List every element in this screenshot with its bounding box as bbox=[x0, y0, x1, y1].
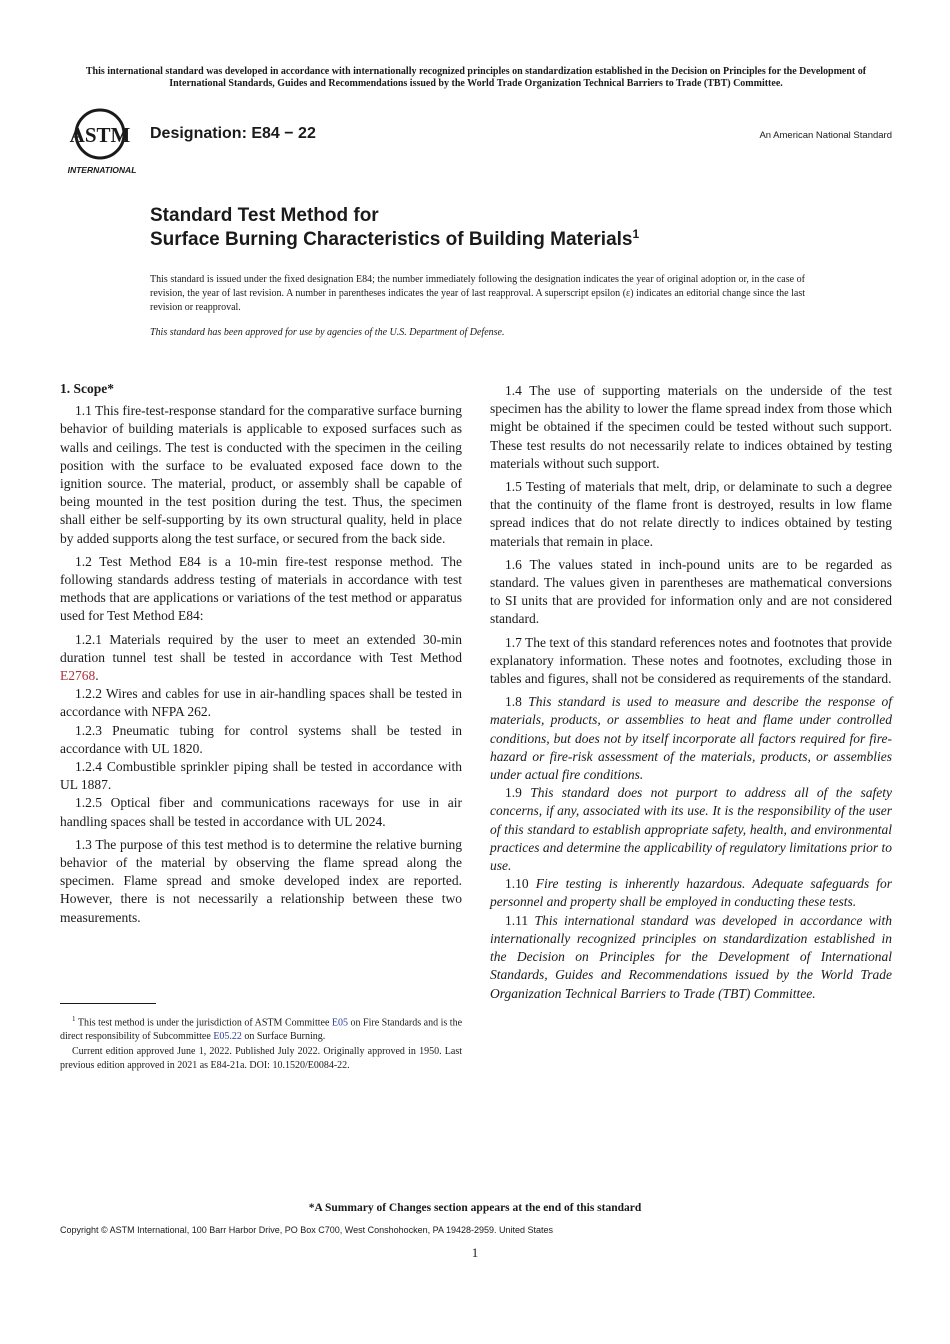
paragraph-1-2-2: 1.2.2 Wires and cables for use in air-handling spaces shall be tested in accordance with NFPA 262. bbox=[60, 686, 462, 720]
title-line-2: Surface Burning Characteristics of Building Materials$^1$ bbox=[150, 227, 640, 250]
paragraph-1-11: 1.11 This international standard was developed in accordance with internationally recognized principles on standardization established in the Decision on Principles for the Development of International Standards, Guides and Recommendations issued by the World Trade Organization Technical Barriers to Trade (TBT) Committee. bbox=[490, 912, 893, 1001]
logo-text: ASTM bbox=[69, 123, 131, 147]
page-number: 1 bbox=[471, 1245, 479, 1260]
paragraph-1-3: 1.3 The purpose of this test method is to determine the relative burning behavior of the material by observing the flame spread along the specimen. Flame spread and smoke developed index are reported. However, there is not necessarily a relationship between these two measurements. bbox=[60, 836, 462, 925]
paragraph-1-2-4: 1.2.4 Combustible sprinkler piping shall be tested in accordance with UL 1887. bbox=[60, 759, 462, 793]
footnote-jurisdiction: $^1$ This test method is under the jurisdiction of ASTM Committee E05 on Fire Standards and is the direct responsibility of Subcommittee E05.22 on Surface Burning. bbox=[60, 1015, 463, 1042]
paragraph-1-5: 1.5 Testing of materials that melt, drip, or delaminate to such a degree that the continuity of the flame front is destroyed, results in low flame spread indices that do not relate directly to indices obtained by testing materials that remain in place. bbox=[490, 479, 892, 549]
dod-note: This standard has been approved for use by agencies of the U.S. Department of Defense. bbox=[150, 327, 505, 338]
document-title bbox=[150, 204, 639, 252]
footnote-edition: Current edition approved June 1, 2022. Published July 2022. Originally approved in 1950. Last previous edition approved in 2021 as E84-21a. DOI: 10.1520/E0084-22. bbox=[60, 1046, 462, 1071]
left-column bbox=[60, 380, 462, 932]
paragraph-1-4: 1.4 The use of supporting materials on the underside of the test specimen has the ability to lower the flame spread index from those which might be obtained if the specimen could be tested without such support. These test results do not necessarily relate to indices obtained by testing materials without such support. bbox=[490, 383, 892, 471]
e05-link[interactable]: E05 bbox=[331, 1017, 349, 1029]
paragraph-1-9: 1.9 This standard does not purport to address all of the safety concerns, if any, associated with its use. It is the responsibility of the user of this standard to establish appropriate safety, health, and environmental practices and determine the applicability of regulatory limitations prior to use. bbox=[490, 785, 893, 874]
paragraph-1-8: 1.8 This standard is used to measure and describe the response of materials, products, or assemblies to heat and flame under controlled conditions, but does not by itself incorporate all factors required for fire-hazard or fire-risk assessment of the materials, products, or assemblies under actual fire conditions. bbox=[490, 694, 893, 783]
issued-note: This standard is issued under the fixed designation E84; the number immediately following the designation indicates the year of original adoption or, in the case of revision, the year of last revision. A number in parentheses indicates the year of last reapproval. A superscript epsilon (ε) indicates an editorial change since the last revision or reapproval. bbox=[150, 274, 805, 313]
paragraph-1-7: 1.7 The text of this standard references notes and footnotes that provide explanatory information. These notes and footnotes, excluding those in tables and figures, shall not be considered as requirements of the standard. bbox=[490, 634, 892, 687]
american-national-standard-label: An American National Standard bbox=[759, 130, 892, 141]
paragraph-1-2: 1.2 Test Method E84 is a 10-min fire-test response method. The following standards address testing of materials in accordance with test methods that are applications or variations of the test method or apparatus used for Test Method E84: bbox=[60, 553, 462, 624]
astm-logo bbox=[62, 106, 144, 176]
tbt-notice: This international standard was developed in accordance with internationally recognized principles on standardization established in the Decision on Principles for the Development of International Standards, Guides and Recommendations issued by the World Trade Organization Technical Barriers to Trade (TBT) Committee. bbox=[85, 66, 867, 89]
paragraph-1-2-1: 1.2.1 Materials required by the user to meet an extended 30-min duration tunnel test shall be tested in accordance with Test Method E2768. bbox=[60, 631, 462, 684]
paragraph-1-10: 1.10 Fire testing is inherently hazardous. Adequate safeguards for personnel and property shall be employed in conducting these tests. bbox=[490, 876, 893, 910]
logo-subtext: INTERNATIONAL bbox=[67, 165, 137, 175]
e2768-link[interactable]: E2768 bbox=[60, 668, 96, 684]
paragraph-1-2-5: 1.2.5 Optical fiber and communications raceways for use in air handling spaces shall be tested in accordance with UL 2024. bbox=[60, 795, 462, 829]
right-column bbox=[490, 382, 892, 1003]
e05-22-link[interactable]: E05.22 bbox=[213, 1030, 242, 1042]
copyright: Copyright © ASTM International, 100 Barr Harbor Drive, PO Box C700, West Conshohocken, PA 19428-2959. United States bbox=[60, 1225, 554, 1235]
section-heading-scope: 1. Scope* bbox=[60, 381, 114, 396]
paragraph-1-6: 1.6 The values stated in inch-pound units are to be regarded as standard. The values given in parentheses are mathematical conversions to SI units that are provided for information only and are not considered standard. bbox=[490, 556, 892, 627]
summary-of-changes-note: *A Summary of Changes section appears at the end of this standard bbox=[308, 1202, 642, 1214]
footnote bbox=[60, 1013, 462, 1074]
paragraph-1-1: 1.1 This fire-test-response standard for the comparative surface burning behavior of building materials is applicable to exposed surfaces such as walls and ceilings. The test is conducted with the specimen in the ceiling position with the surface to be evaluated exposed face down to the ignition source. The material, product, or assembly shall be capable of being mounted in the test position during the test. Thus, the specimen shall either be self-supporting by its own structural quality, held in place by added supports along the test surface, or secured from the back side. bbox=[60, 403, 462, 546]
footnote-divider bbox=[60, 1003, 156, 1004]
title-footnote-mark: 1 bbox=[632, 227, 640, 241]
designation: Designation: E84 − 22 bbox=[150, 125, 316, 142]
paragraph-1-2-3: 1.2.3 Pneumatic tubing for control systems shall be tested in accordance with UL 1820. bbox=[60, 722, 462, 756]
title-line-1: Standard Test Method for bbox=[150, 205, 379, 226]
